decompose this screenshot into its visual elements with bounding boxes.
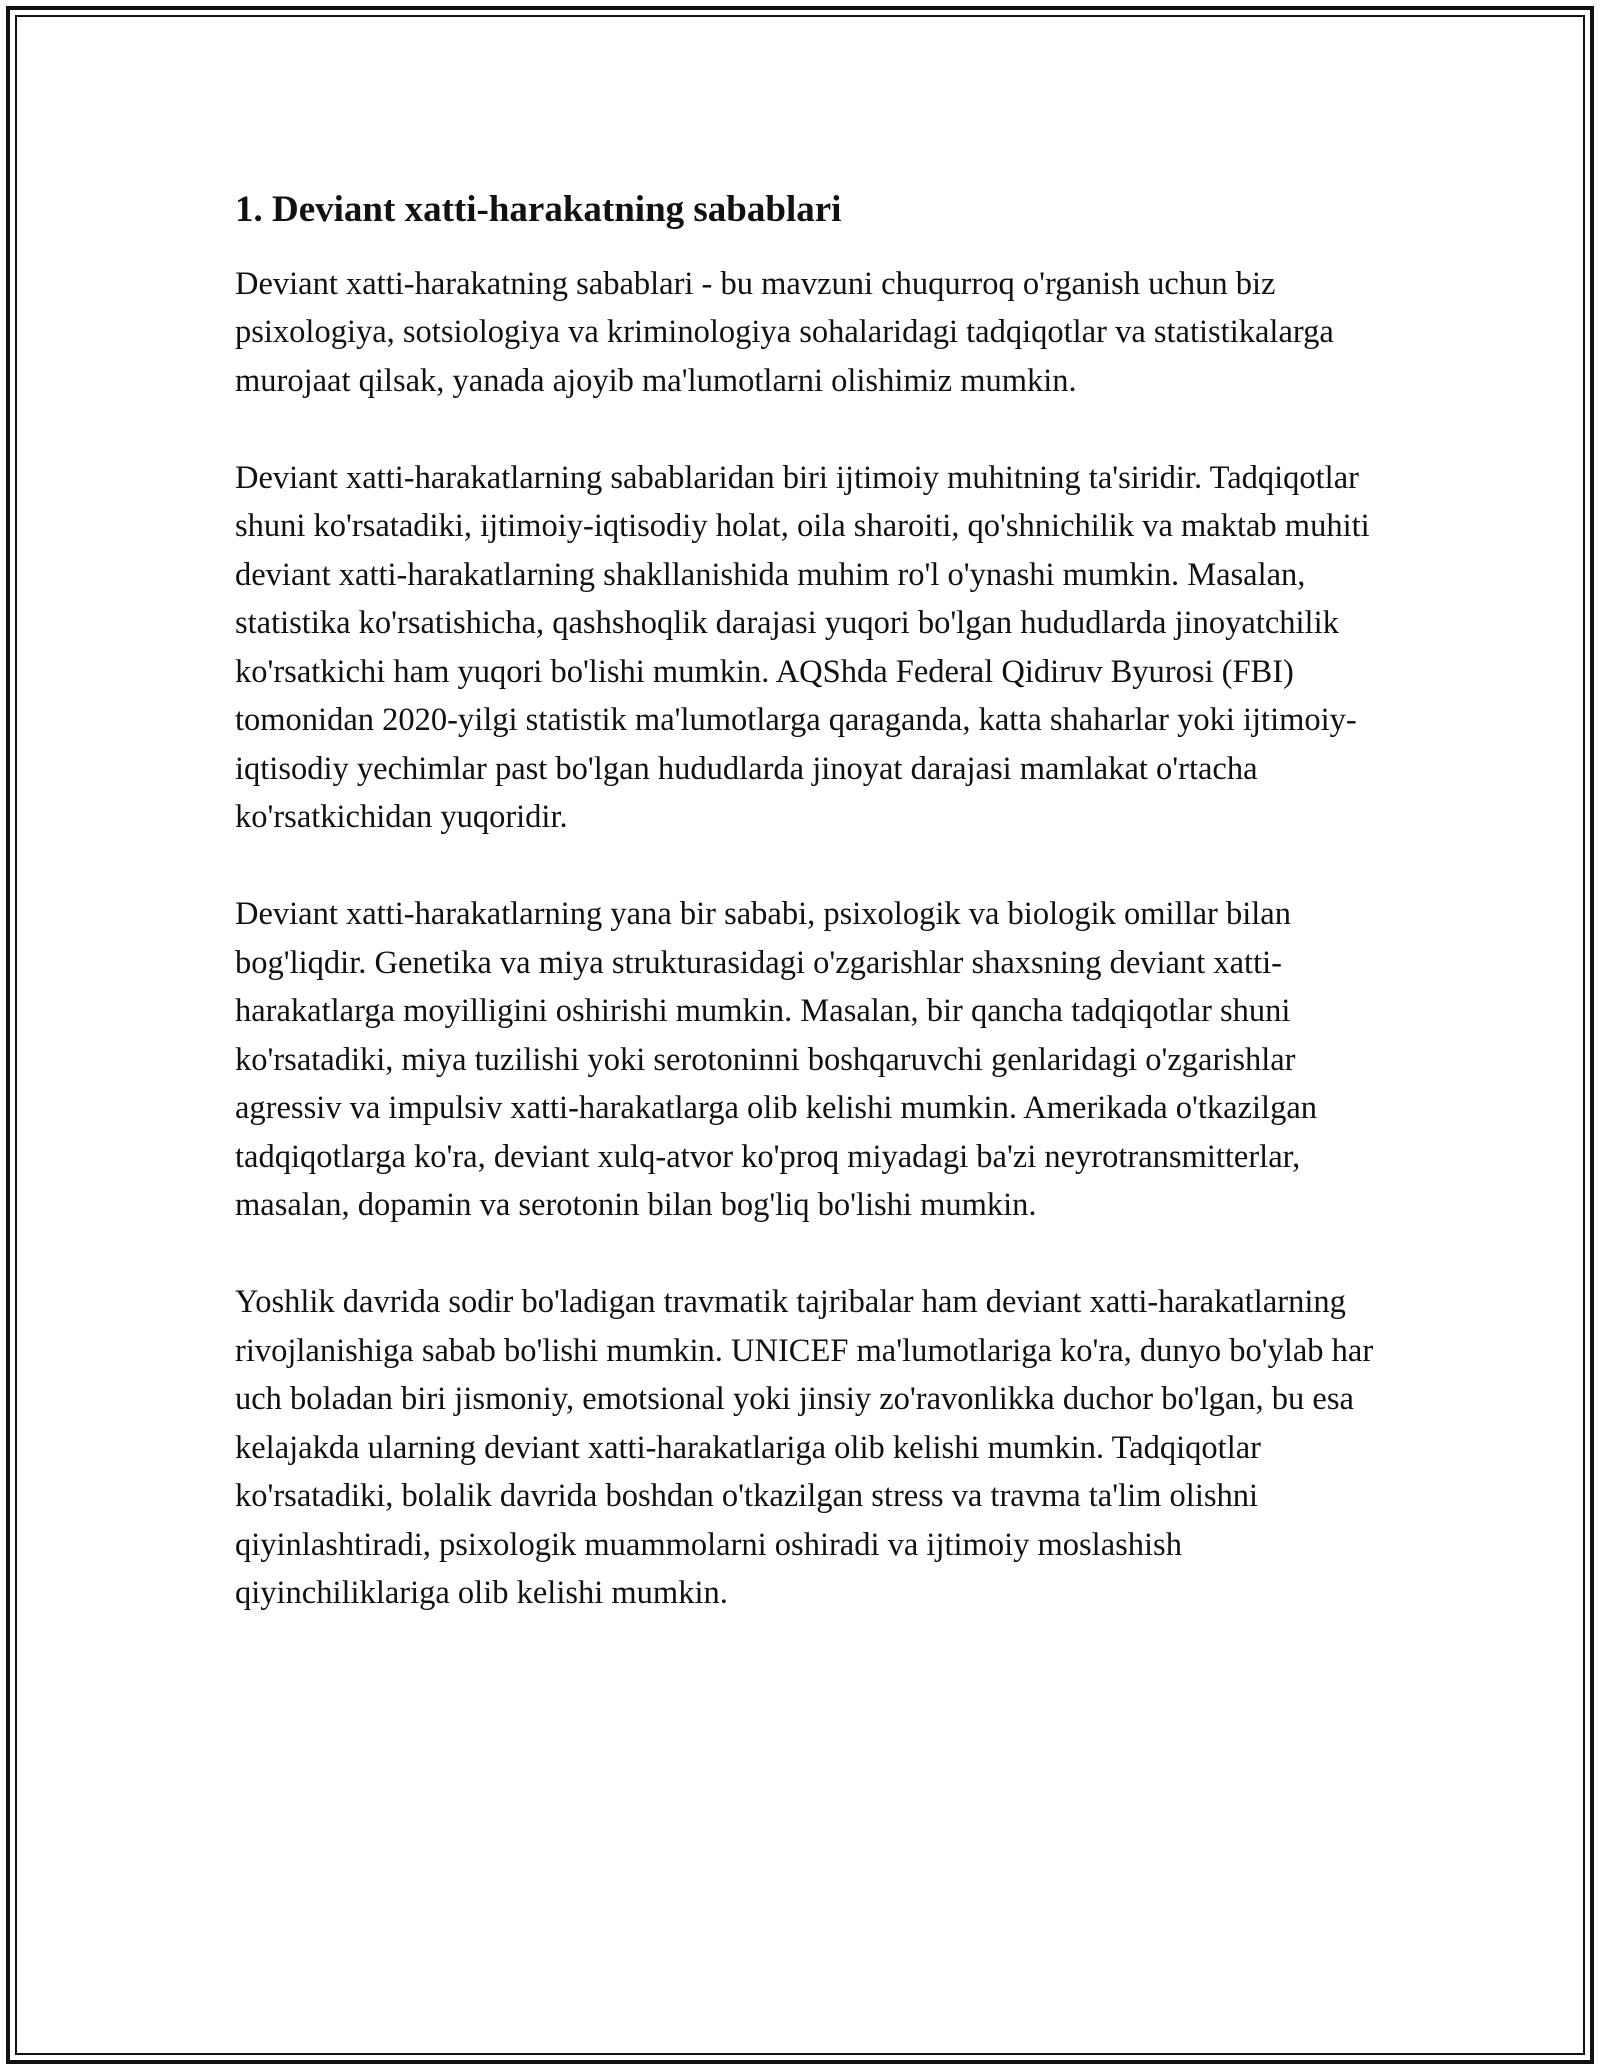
paragraph-social-environment: Deviant xatti-harakatlarning sabablaridan biri ijtimoiy muhitning ta'siridir. Tadqiqotlar shuni ko'rsatadiki, ijtimoiy-iqtisodiy holat, oila sharoiti, qo'shnichilik va maktab muhiti deviant xatti-harakatlarning shakllanishida muhim ro'l o'ynashi mumkin. Masalan, statistika ko'rsatishicha, qashshoqlik darajasi yuqori bo'lgan hududlarda jinoyatchilik ko'rsatkichi ham yuqori bo'lishi mumkin. AQShda Federal Qidiruv Byurosi (FBI) tomonidan 2020-yilgi statistik ma'lumotlarga qaraganda, katta shaharlar yoki ijtimoiy-iqtisodiy yechimlar past bo'lgan hududlarda jinoyat darajasi mamlakat o'rtacha ko'rsatkichidan yuqoridir. <box>235 459 1370 836</box>
paragraph-psychological-biological: Deviant xatti-harakatlarning yana bir sababi, psixologik va biologik omillar bilan bog'liqdir. Genetika va miya strukturasidagi o'zgarishlar shaxsning deviant xatti-harakatlarga moyilligini oshirishi mumkin. Masalan, bir qancha tadqiqotlar shuni ko'rsatadiki, miya tuzilishi yoki serotoninni boshqaruvchi genlaridagi o'zgarishlar agressiv va impulsiv xatti-harakatlarga olib kelishi mumkin. Amerikada o'tkazilgan tadqiqotlarga ko'ra, deviant xulq-atvor ko'proq miyadagi ba'zi neyrotransmitterlar, masalan, dopamin va serotonin bilan bog'liq bo'lishi mumkin. <box>235 896 1318 1224</box>
paragraph-intro: Deviant xatti-harakatning sabablari - bu mavzuni chuqurroq o'rganish uchun biz psixologiya, sotsiologiya va kriminologiya sohalaridagi tadqiqotlar va statistikalarga murojaat qilsak, yanada ajoyib ma'lumotlarni olishimiz mumkin. <box>235 265 1334 399</box>
document-body <box>235 184 1375 1666</box>
paragraph-childhood-trauma: Yoshlik davrida sodir bo'ladigan travmatik tajribalar ham deviant xatti-harakatlarning rivojlanishiga sabab bo'lishi mumkin. UNICEF ma'lumotlariga ko'ra, dunyo bo'ylab har uch boladan biri jismoniy, emotsional yoki jinsiy zo'ravonlikka duchor bo'lgan, bu esa kelajakda ularning deviant xatti-harakatlariga olib kelishi mumkin. Tadqiqotlar ko'rsatadiki, bolalik davrida boshdan o'tkazilgan stress va travma ta'lim olishni qiyinlashtiradi, psixologik muammolarni oshiradi va ijtimoiy moslashish qiyinchiliklariga olib kelishi mumkin. <box>235 1284 1374 1612</box>
section-heading: 1. Deviant xatti-harakatning sabablari <box>235 189 842 230</box>
